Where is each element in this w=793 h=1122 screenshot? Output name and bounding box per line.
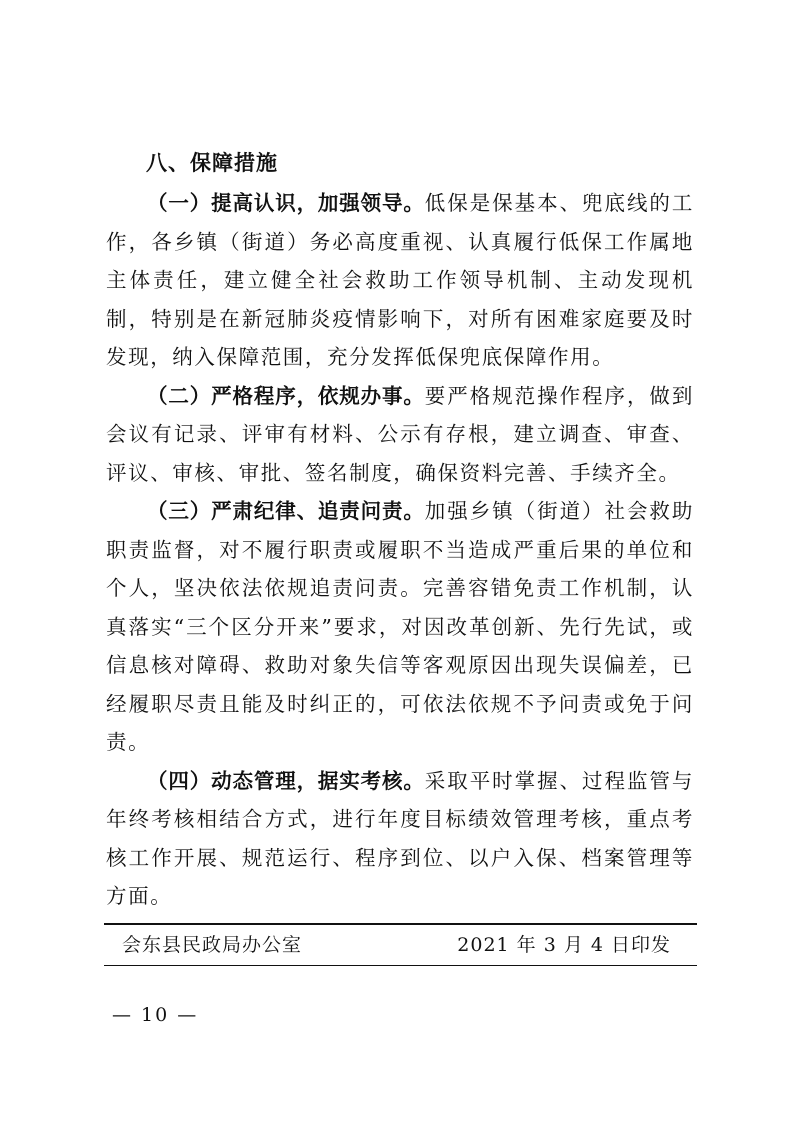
paragraph-3-text: 加强乡镇（街道）社会救助职责监督，对不履行职责或履职不当造成严重后果的单位和个人，坚决依法依规追责问责。完善容错免责工作机制，认真落实“三个区分开来”要求，对因改革创新、先行先试，或信息核对障碍、救助对象失信等客观原因出现失误偏差，已经履职尽责且能及时纠正的，可依法依规不予问责或免于问责。 <box>106 499 694 754</box>
paragraph-2-lead: （二）严格程序，依规办事。 <box>147 383 425 408</box>
paragraph-3-lead: （三）严肃纪律、追责问责。 <box>147 499 425 523</box>
paragraph-4 <box>106 762 694 916</box>
paragraph-2-text: 要严格规范操作程序，做到会议有记录、评审有材料、公示有存根，建立调查、审查、评议、审核、审批、签名制度，确保资料完善、手续齐全。 <box>106 383 694 485</box>
paragraph-2 <box>106 377 694 493</box>
paragraph-4-text: 采取平时掌握、过程监管与年终考核相结合方式，进行年度目标绩效管理考核，重点考核工作开展、规范运行、程序到位、以户入保、档案管理等方面。 <box>106 768 694 908</box>
paragraph-1-text: 低保是保基本、兜底线的工作，各乡镇（街道）务必高度重视、认真履行低保工作属地主体责任，建立健全社会救助工作领导机制、主动发现机制，特别是在新冠肺炎疫情影响下，对所有困难家庭要及时发现，纳入保障范围，充分发挥低保兜底保障作用。 <box>106 191 694 369</box>
footer-top-rule <box>104 923 697 925</box>
paragraph-1-lead: （一）提高认识，加强领导。 <box>147 191 425 215</box>
footer-bottom-rule <box>104 965 697 966</box>
paragraph-3 <box>106 492 694 762</box>
issue-date: 2021 年 3 月 4 日印发 <box>457 934 671 956</box>
issuer-name: 会东县民政局办公室 <box>122 934 303 956</box>
section-heading: 八、保障措施 <box>146 151 278 175</box>
paragraph-4-lead: （四）动态管理，据实考核。 <box>147 768 425 793</box>
body-text <box>106 184 694 916</box>
page-number: — 10 — <box>112 1004 199 1026</box>
paragraph-1 <box>106 184 694 377</box>
